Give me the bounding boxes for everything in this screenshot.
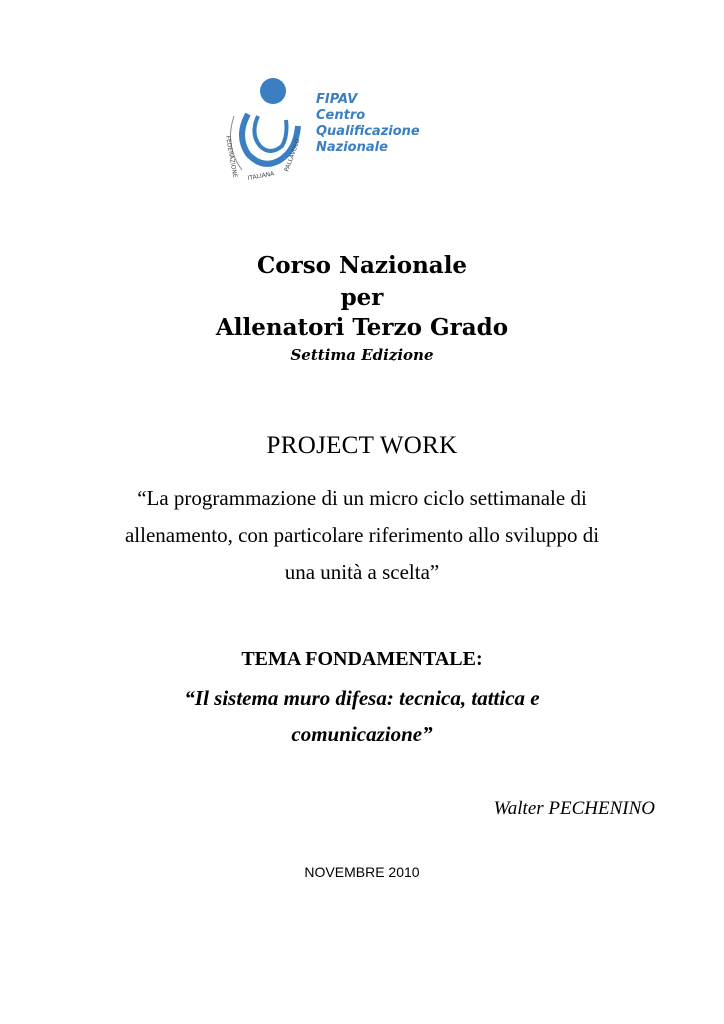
logo-line-nazionale: Nazionale xyxy=(316,140,388,155)
quote-line-3: una unità a scelta” xyxy=(284,560,440,584)
logo-wordmark xyxy=(316,92,420,156)
svg-text:ITALIANA: ITALIANA xyxy=(247,170,275,182)
tema-heading: TEMA FONDAMENTALE: xyxy=(241,648,483,670)
document-date: NOVEMBRE 2010 xyxy=(304,864,420,880)
project-work-heading: PROJECT WORK xyxy=(266,432,458,459)
logo-line-centro: Centro xyxy=(316,108,366,123)
logo-line-qualificazione: Qualificazione xyxy=(316,124,420,139)
tema-line-1: “Il sistema muro difesa: tecnica, tattica e xyxy=(184,686,540,710)
title-line-2: per xyxy=(340,284,384,311)
author-name: Walter PECHENINO xyxy=(493,798,655,819)
fipav-logo xyxy=(218,76,438,196)
fipav-emblem-icon xyxy=(218,76,318,196)
title-line-3: Allenatori Terzo Grado xyxy=(215,314,509,341)
quote-line-1: “La programmazione di un micro ciclo settimanale di xyxy=(137,486,587,510)
edition-subtitle: Settima Edizione xyxy=(290,346,434,364)
title-line-1: Corso Nazionale xyxy=(256,252,468,279)
svg-text:FEDERAZIONE: FEDERAZIONE xyxy=(224,135,239,179)
tema-line-2: comunicazione” xyxy=(291,722,433,746)
logo-line-fipav: FIPAV xyxy=(316,92,358,107)
svg-text:PALLAVOLO: PALLAVOLO xyxy=(283,137,302,173)
quote-line-2: allenamento, con particolare riferimento allo sviluppo di xyxy=(124,523,600,547)
